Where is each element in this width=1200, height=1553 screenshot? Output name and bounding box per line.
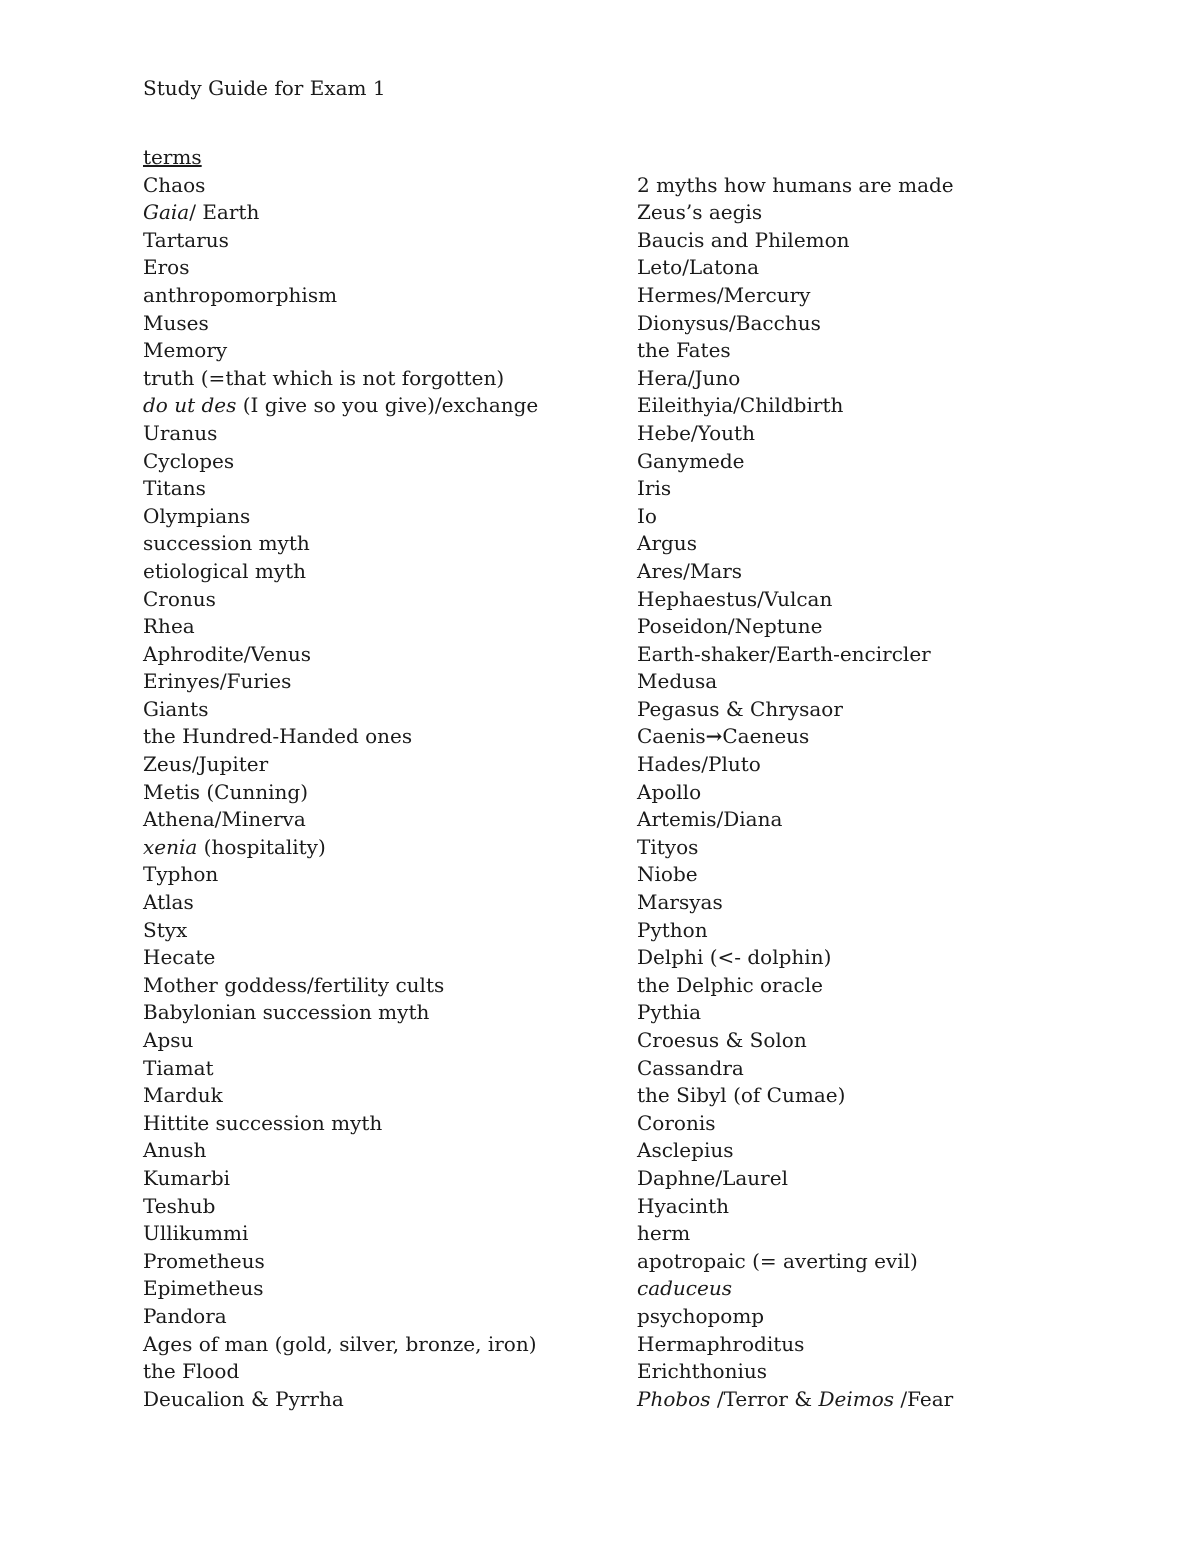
term-item: etiological myth (143, 558, 307, 583)
term-item: Teshub (143, 1193, 216, 1218)
term-item: Baucis and Philemon (637, 227, 850, 252)
term-item: Hades/Pluto (637, 752, 761, 777)
term-item: Artemis/Diana (637, 807, 783, 832)
term-item: Hermes/Mercury (637, 282, 811, 307)
term-item: Marduk (143, 1083, 223, 1108)
term-item: Babylonian succession myth (143, 1000, 430, 1025)
term-item: Epimetheus (143, 1276, 264, 1301)
term-item: Coronis (637, 1110, 716, 1135)
term-item: apotropaic (= averting evil) (637, 1248, 918, 1273)
term-item: Io (637, 503, 657, 528)
term-item: xenia (hospitality) (143, 834, 326, 859)
term-item: Athena/Minerva (143, 807, 306, 832)
term-item: psychopomp (637, 1303, 765, 1328)
term-item: Medusa (637, 669, 718, 694)
term-item: Gaia/ Earth (143, 200, 260, 225)
term-item: truth (=that which is not forgotten) (143, 365, 505, 390)
term-item: Dionysus/Bacchus (637, 310, 821, 335)
term-item: Apsu (143, 1028, 194, 1052)
term-item: Daphne/Laurel (637, 1165, 788, 1190)
term-item: Hyacinth (637, 1193, 730, 1218)
term-item: Tartarus (143, 227, 229, 252)
term-item: 2 myths how humans are made (637, 172, 954, 197)
term-item: Memory (143, 338, 228, 363)
right-arrow-icon: → (705, 724, 723, 749)
term-item: Croesus & Solon (637, 1028, 807, 1052)
term-item: Zeus/Jupiter (143, 752, 269, 777)
term-item: succession myth (143, 531, 310, 556)
term-item: the Fates (637, 338, 731, 363)
term-item: Muses (143, 310, 209, 335)
term-item: Titans (143, 476, 206, 501)
term-item: the Sibyl (of Cumae) (637, 1083, 846, 1108)
document-title: Study Guide for Exam 1 (143, 76, 386, 100)
term-item: Leto/Latona (637, 255, 760, 280)
term-item: Pandora (143, 1303, 227, 1328)
term-item: do ut des (I give so you give)/exchange (143, 393, 539, 418)
term-item: Zeus’s aegis (637, 200, 763, 225)
term-item: Hebe/Youth (637, 420, 755, 445)
term-item: Caenis→Caeneus (637, 724, 810, 749)
term-item: Metis (Cunning) (143, 779, 308, 804)
term-item: Uranus (143, 420, 218, 445)
term-item: Pythia (637, 1000, 701, 1025)
term-item: herm (637, 1221, 691, 1246)
term-item: Ullikummi (143, 1221, 249, 1246)
column-spacer (637, 144, 1157, 172)
term-item: Typhon (143, 862, 219, 887)
term-item: Ages of man (gold, silver, bronze, iron) (143, 1331, 537, 1356)
term-item: the Flood (143, 1359, 240, 1384)
term-item: Asclepius (637, 1138, 734, 1163)
term-item: Styx (143, 917, 188, 942)
term-item: Apollo (637, 779, 702, 804)
term-item: Erichthonius (637, 1359, 768, 1384)
terms-column-left (143, 144, 613, 1413)
term-item: Eros (143, 255, 190, 280)
term-item: Argus (637, 531, 697, 556)
term-item: Giants (143, 696, 209, 721)
term-item: the Delphic oracle (637, 972, 823, 997)
term-item: Ares/Mars (637, 558, 743, 583)
term-item: Python (637, 917, 708, 942)
term-item: Marsyas (637, 890, 723, 915)
term-item: Cronus (143, 586, 216, 611)
term-item: Chaos (143, 172, 206, 197)
term-item: Tityos (637, 834, 699, 859)
terms-column-right (637, 144, 1157, 1413)
term-item: Olympians (143, 503, 251, 528)
term-item: Hephaestus/Vulcan (637, 586, 833, 611)
term-item: Cassandra (637, 1055, 744, 1080)
terms-heading: terms (143, 145, 202, 169)
term-item: Hecate (143, 945, 216, 970)
term-item: Anush (143, 1138, 207, 1163)
term-item: Ganymede (637, 448, 745, 473)
term-item: Earth-shaker/Earth-encircler (637, 641, 931, 666)
term-item: anthropomorphism (143, 282, 338, 307)
term-item: Pegasus & Chrysaor (637, 696, 843, 721)
term-item: Mother goddess/fertility cults (143, 972, 445, 997)
term-item: Hermaphroditus (637, 1331, 805, 1356)
term-item: Niobe (637, 862, 698, 887)
term-item: Delphi (<- dolphin) (637, 945, 832, 970)
term-item: Poseidon/Neptune (637, 614, 823, 639)
term-item: caduceus (637, 1276, 732, 1301)
term-item: Iris (637, 476, 672, 501)
term-item: Cyclopes (143, 448, 235, 473)
term-item: Erinyes/Furies (143, 669, 292, 694)
term-item: Kumarbi (143, 1165, 231, 1190)
term-item: Rhea (143, 614, 195, 639)
term-item: Atlas (143, 890, 194, 915)
term-item: Prometheus (143, 1248, 265, 1273)
term-item: Tiamat (143, 1055, 214, 1080)
term-item: Deucalion & Pyrrha (143, 1386, 344, 1411)
term-item: Eileithyia/Childbirth (637, 393, 844, 418)
term-item: the Hundred-Handed ones (143, 724, 413, 749)
term-item: Hittite succession myth (143, 1110, 383, 1135)
term-item: Phobos /Terror & Deimos /Fear (637, 1386, 954, 1411)
term-item: Aphrodite/Venus (143, 641, 312, 666)
term-item: Hera/Juno (637, 365, 741, 390)
